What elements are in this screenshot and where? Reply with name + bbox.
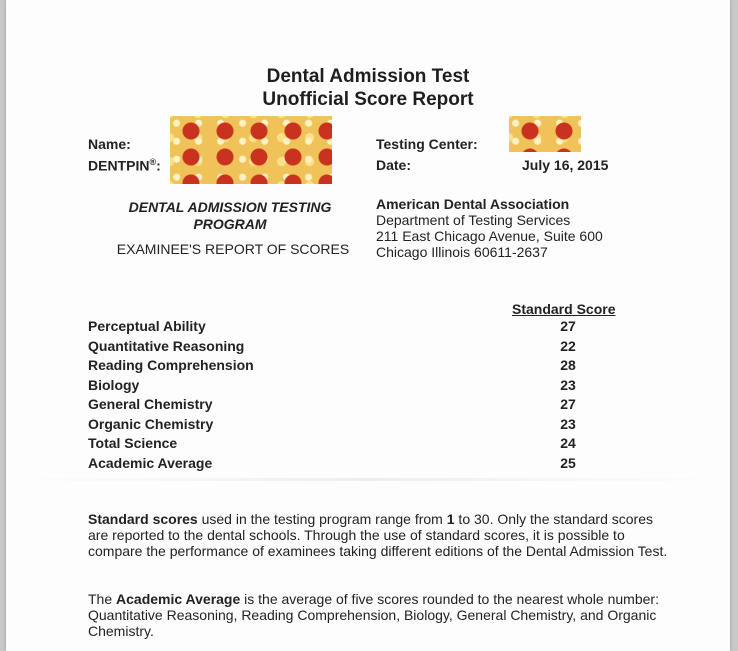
standard-score-header: Standard Score	[512, 301, 616, 317]
score-value: 25	[560, 454, 576, 471]
report-title: Dental Admission Test	[266, 66, 470, 87]
score-value: 23	[560, 376, 576, 393]
score-row	[88, 357, 608, 377]
score-subject: Total Science	[88, 435, 178, 451]
organization-name: American Dental Association	[376, 196, 570, 212]
score-row	[88, 416, 608, 436]
score-report-page	[6, 0, 730, 651]
score-table	[88, 318, 608, 474]
redacted-name-dentpin-image	[170, 116, 332, 184]
score-row	[88, 338, 608, 358]
score-value: 23	[560, 415, 576, 432]
score-value: 28	[560, 357, 576, 373]
score-subject: Quantitative Reasoning	[88, 337, 245, 354]
department-name: Department of Testing Services	[376, 212, 571, 228]
date-label: Date:	[376, 157, 412, 173]
score-value: 24	[560, 435, 576, 451]
standard-scores-note: Standard scores used in the testing program range from 1 to 30. Only the standard scores are reported to the dental schools. Through the use of standard scores, it is possible to compare the performance of examinees taking different editions of the Dental Admission Test.	[88, 511, 668, 559]
score-value: 22	[560, 337, 576, 354]
city-address: Chicago Illinois 60611-2637	[376, 244, 548, 260]
program-title	[106, 199, 354, 233]
score-subject: Perceptual Ability	[88, 318, 206, 334]
score-row	[88, 435, 608, 455]
score-row	[88, 396, 608, 416]
program-title-line1: DENTAL ADMISSION TESTING	[128, 199, 332, 215]
ada-address-block	[376, 196, 603, 260]
score-row	[88, 318, 608, 338]
score-subject: Organic Chemistry	[88, 415, 214, 432]
street-address: 211 East Chicago Avenue, Suite 600	[376, 228, 603, 244]
score-subject: Biology	[88, 376, 140, 393]
program-title-line2: PROGRAM	[193, 216, 267, 232]
name-label: Name:	[88, 136, 131, 152]
report-of-scores-title: EXAMINEE'S REPORT OF SCORES	[116, 241, 350, 257]
score-subject: General Chemistry	[88, 396, 213, 412]
score-row	[88, 455, 608, 475]
score-subject: Reading Comprehension	[88, 357, 254, 373]
report-subtitle: Unofficial Score Report	[262, 89, 474, 110]
academic-average-note: The Academic Average is the average of five scores rounded to the nearest whole number: Quantitative Reasoning, Reading Comprehension, Biology, General Chemistry, and Organic Chemistry.	[88, 591, 659, 639]
score-value: 27	[560, 396, 576, 412]
testing-center-label: Testing Center:	[376, 136, 478, 152]
score-subject: Academic Average	[88, 454, 213, 471]
redacted-testing-center-image	[509, 116, 581, 152]
score-value: 27	[560, 318, 576, 334]
test-date-value: July 16, 2015	[522, 157, 609, 173]
dentpin-label: DENTPIN®:	[88, 157, 161, 174]
score-row	[88, 377, 608, 397]
